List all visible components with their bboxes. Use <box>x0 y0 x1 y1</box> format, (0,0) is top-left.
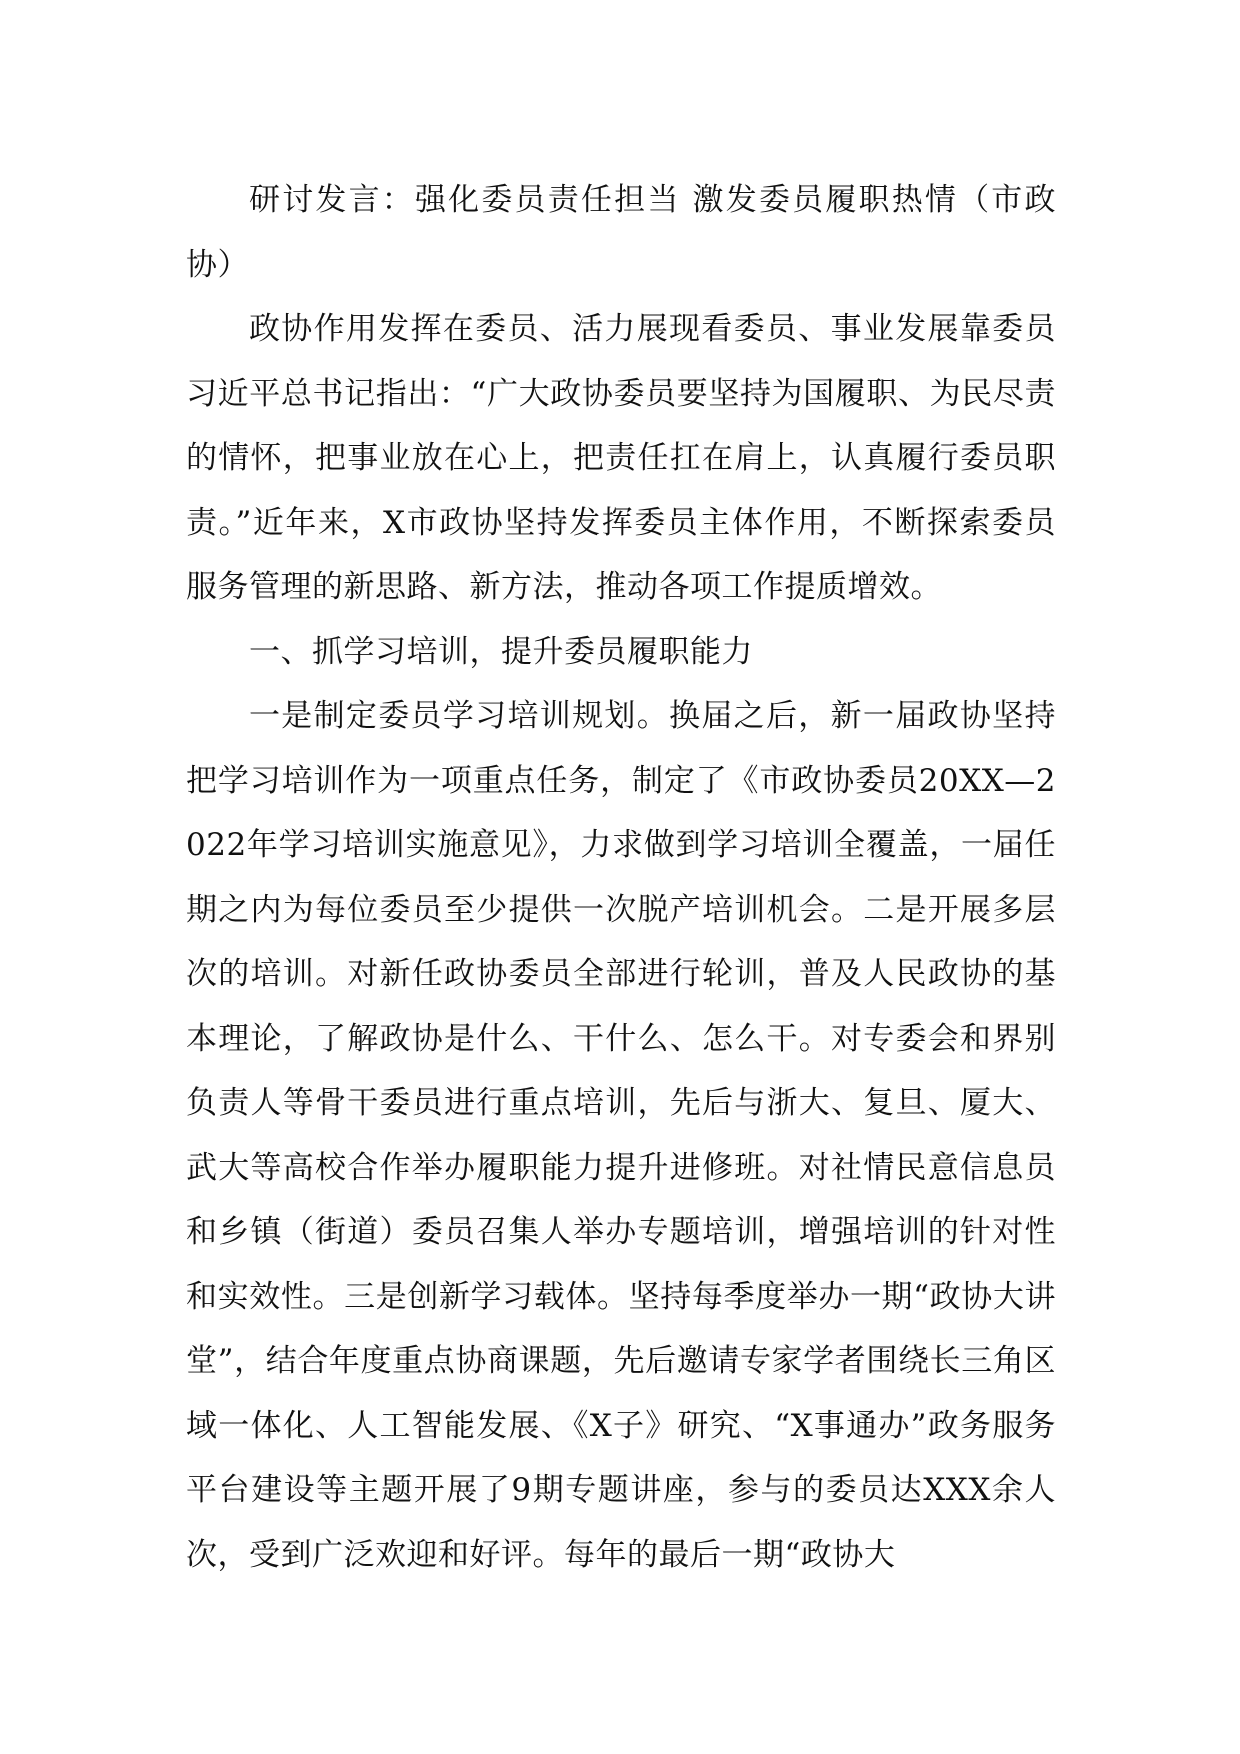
section-heading: 一、抓学习培训，提升委员履职能力 <box>249 633 753 670</box>
paragraph-body: 一是制定委员学习培训规划。换届之后，新一届政协坚持把学习培训作为一项重点任务，制定了《市政协委员20XX—2022年学习培训实施意见》，力求做到学习培训全覆盖，一届任期之内为每位委员至少提供一次脱产培训机会。二是开展多层次的培训。对新任政协委员全部进行轮训，普及人民政协的基本理论，了解政协是什么、干什么、怎么干。对专委会和界别负责人等骨干委员进行重点培训，先后与浙大、复旦、厦大、武大等高校合作举办履职能力提升进修班。对社情民意信息员和乡镇（街道）委员召集人举办专题培训，增强培训的针对性和实效性。三是创新学习载体。坚持每季度举办一期“政协大讲堂”，结合年度重点协商课题，先后邀请专家学者围绕长三角区域一体化、人工智能发展、《X子》研究、“X事通办”政务服务平台建设等主题开展了9期专题讲座，参与的委员达XXX余人次，受到广泛欢迎和好评。每年的最后一期“政协大 <box>186 698 1056 1573</box>
paragraph-intro: 政协作用发挥在委员、活力展现看委员、事业发展靠委员习近平总书记指出：“广大政协委员要坚持为国履职、为民尽责的情怀，把事业放在心上，把责任扛在肩上，认真履行委员职责。”近年来，X市政协坚持发挥委员主体作用，不断探索委员服务管理的新思路、新方法，推动各项工作提质增效。 <box>186 311 1056 605</box>
document-body <box>186 168 1056 1587</box>
document-title: 研讨发言：强化委员责任担当 激发委员履职热情（市政协） <box>186 182 1056 283</box>
